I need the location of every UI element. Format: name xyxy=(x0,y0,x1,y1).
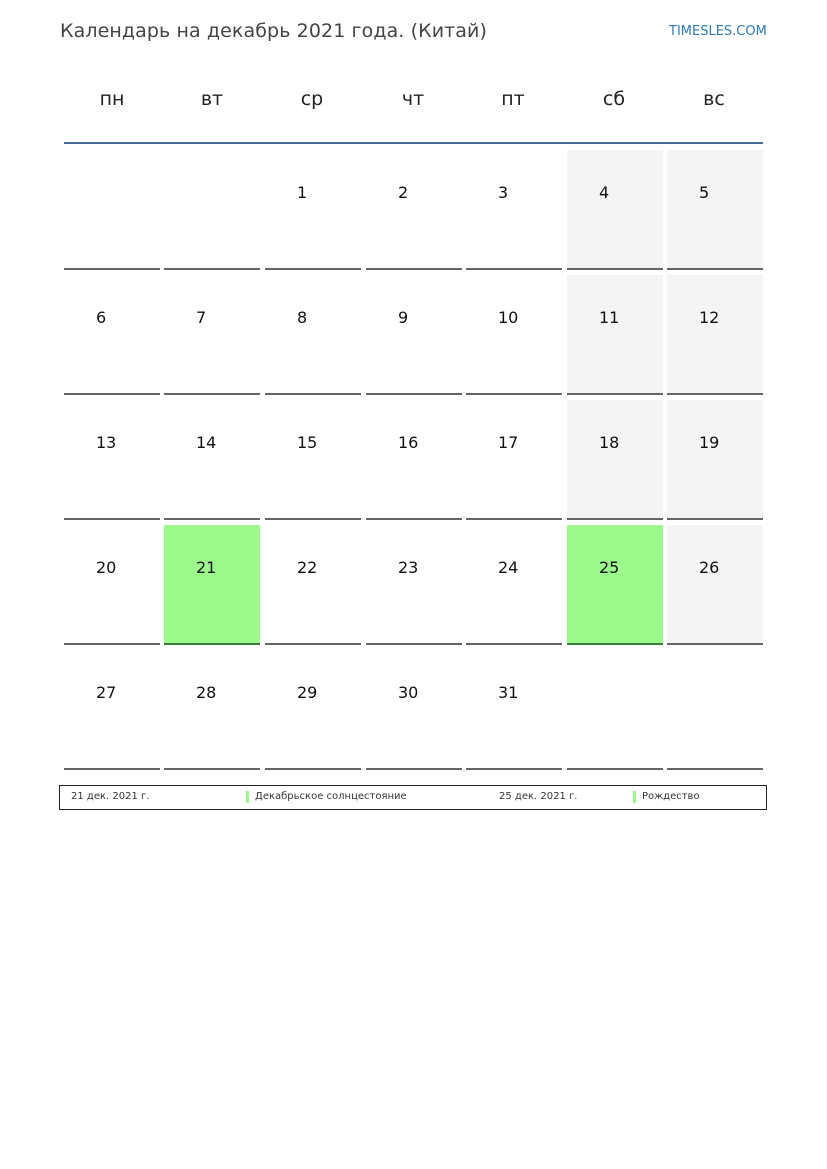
day-cell[interactable] xyxy=(265,400,361,520)
day-number: 9 xyxy=(398,308,409,327)
day-number: 13 xyxy=(96,433,117,452)
day-number: 5 xyxy=(699,183,710,202)
day-cell[interactable] xyxy=(466,650,562,770)
day-cell[interactable] xyxy=(366,150,462,270)
site-link[interactable]: TIMESLES.COM xyxy=(669,24,767,39)
day-cell[interactable] xyxy=(366,400,462,520)
weekday-sun: вс xyxy=(703,88,725,110)
day-number: 12 xyxy=(699,308,720,327)
day-number: 3 xyxy=(498,183,509,202)
day-number: 25 xyxy=(599,558,620,577)
weekday-thu: чт xyxy=(401,88,425,110)
day-cell[interactable] xyxy=(265,275,361,395)
day-cell[interactable] xyxy=(466,525,562,645)
day-cell[interactable] xyxy=(366,275,462,395)
day-cell[interactable] xyxy=(164,650,260,770)
header-divider xyxy=(64,142,763,144)
day-cell[interactable] xyxy=(164,400,260,520)
weekday-tue: вт xyxy=(200,88,224,110)
day-number: 14 xyxy=(196,433,217,452)
legend-date: 25 дек. 2021 г. xyxy=(499,791,578,802)
day-cell[interactable] xyxy=(164,275,260,395)
day-number: 2 xyxy=(398,183,409,202)
day-cell[interactable] xyxy=(164,150,260,270)
day-number: 20 xyxy=(96,558,117,577)
day-number: 17 xyxy=(498,433,519,452)
day-number: 6 xyxy=(96,308,107,327)
day-number: 11 xyxy=(599,308,620,327)
day-cell[interactable] xyxy=(265,150,361,270)
legend-holiday-name: Рождество xyxy=(642,791,700,802)
day-cell-weekend[interactable] xyxy=(567,150,663,270)
day-cell[interactable] xyxy=(64,400,160,520)
day-cell[interactable] xyxy=(64,650,160,770)
day-number: 15 xyxy=(297,433,318,452)
day-number: 8 xyxy=(297,308,308,327)
weekday-header xyxy=(64,88,763,120)
weekday-fri: пт xyxy=(501,88,525,110)
day-number: 19 xyxy=(699,433,720,452)
day-cell-weekend[interactable] xyxy=(667,400,763,520)
day-cell[interactable] xyxy=(64,150,160,270)
day-number: 23 xyxy=(398,558,419,577)
day-number: 31 xyxy=(498,683,519,702)
day-cell[interactable] xyxy=(567,650,663,770)
weekday-sat: сб xyxy=(602,88,626,110)
day-cell-weekend[interactable] xyxy=(567,400,663,520)
day-cell[interactable] xyxy=(366,525,462,645)
page-title: Календарь на декабрь 2021 года. (Китай) xyxy=(60,20,488,42)
day-number: 21 xyxy=(196,558,217,577)
day-number: 1 xyxy=(297,183,308,202)
day-cell[interactable] xyxy=(466,400,562,520)
calendar-grid xyxy=(64,150,764,770)
day-number: 30 xyxy=(398,683,419,702)
day-cell[interactable] xyxy=(64,525,160,645)
day-cell-weekend[interactable] xyxy=(667,525,763,645)
legend-holiday-name: Декабрьское солнцестояние xyxy=(255,791,407,802)
day-cell-weekend[interactable] xyxy=(667,150,763,270)
day-cell-weekend[interactable] xyxy=(567,275,663,395)
weekday-mon: пн xyxy=(99,88,125,110)
day-number: 10 xyxy=(498,308,519,327)
day-number: 4 xyxy=(599,183,610,202)
day-cell[interactable] xyxy=(265,525,361,645)
day-number: 22 xyxy=(297,558,318,577)
day-number: 16 xyxy=(398,433,419,452)
day-number: 27 xyxy=(96,683,117,702)
day-cell[interactable] xyxy=(667,650,763,770)
day-cell-weekend[interactable] xyxy=(667,275,763,395)
legend-color-marker xyxy=(246,791,249,803)
holiday-legend xyxy=(59,785,767,810)
day-number: 18 xyxy=(599,433,620,452)
day-cell[interactable] xyxy=(265,650,361,770)
day-cell[interactable] xyxy=(466,150,562,270)
legend-color-marker xyxy=(633,791,636,803)
legend-date: 21 дек. 2021 г. xyxy=(71,791,150,802)
day-cell-holiday[interactable] xyxy=(164,525,260,645)
day-number: 24 xyxy=(498,558,519,577)
day-cell[interactable] xyxy=(466,275,562,395)
day-number: 28 xyxy=(196,683,217,702)
weekday-wed: ср xyxy=(300,88,324,110)
day-number: 7 xyxy=(196,308,207,327)
day-cell[interactable] xyxy=(64,275,160,395)
day-cell-holiday[interactable] xyxy=(567,525,663,645)
day-number: 29 xyxy=(297,683,318,702)
day-cell[interactable] xyxy=(366,650,462,770)
day-number: 26 xyxy=(699,558,720,577)
